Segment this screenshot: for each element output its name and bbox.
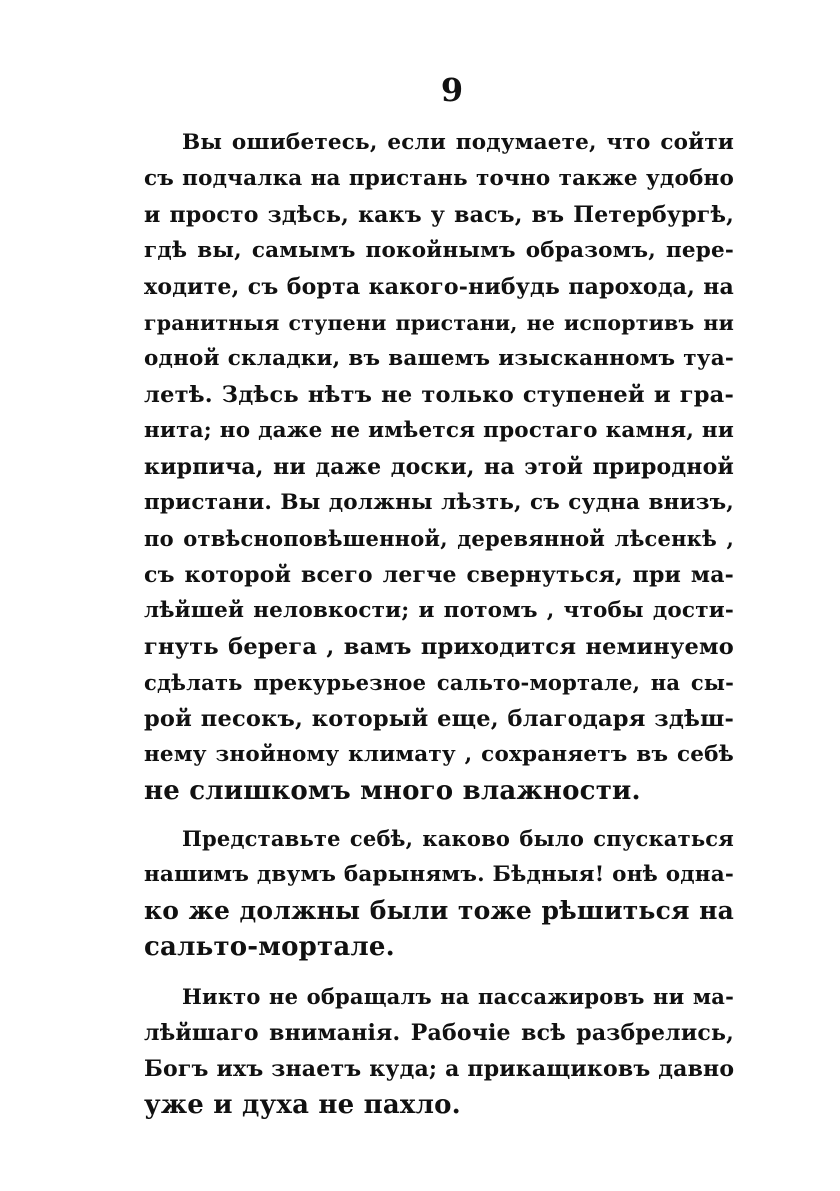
text-line: сальто-мортале. xyxy=(144,932,395,962)
text-line: Представьте себѣ, каково было спускаться xyxy=(182,826,734,851)
text-line: Вы ошибетесь, если подумаете, что сойти xyxy=(182,130,734,155)
text-line: по отвѣсноповѣшенной, деревянной лѣсенкѣ , xyxy=(144,526,734,551)
text-line: и просто здѣсь, какъ у васъ, въ Петербургѣ, xyxy=(144,202,734,228)
text-line: пристани. Вы должны лѣзть, съ судна внизъ, xyxy=(144,490,734,515)
text-line: лѣйшей неловкости; и потомъ , чтобы дости- xyxy=(144,598,734,623)
text-line: уже и духа не пахло. xyxy=(144,1090,461,1120)
text-line: съ которой всего легче свернуться, при ма- xyxy=(144,562,734,588)
text-line: Никто не обращалъ на пассажировъ ни ма- xyxy=(182,984,734,1009)
text-line: гранитныя ступени пристани, не испортивъ ни xyxy=(144,311,734,335)
text-line: съ подчалка на пристань точно также удобно xyxy=(144,166,734,191)
text-line: летѣ. Здѣсь нѣтъ не только ступеней и гра- xyxy=(144,382,734,408)
text-line: рой песокъ, который еще, благодаря здѣш- xyxy=(144,706,734,732)
text-line: ходите, съ борта какого-нибудь парохода, на xyxy=(144,274,734,300)
text-line: нему знойному климату , сохраняетъ въ себѣ xyxy=(144,742,734,767)
text-line: одной складки, въ вашемъ изысканномъ туа- xyxy=(144,346,734,371)
text-line: гдѣ вы, самымъ покойнымъ образомъ, пере- xyxy=(144,238,734,263)
text-line: ко же должны были тоже рѣшиться на xyxy=(144,896,734,925)
text-line: сдѣлать прекурьезное сальто-мортале, на сы- xyxy=(144,670,734,695)
page-number: 9 xyxy=(440,71,464,109)
text-line: гнуть берега , вамъ приходится неминуемо xyxy=(144,634,734,660)
text-line: не слишкомъ много влажности. xyxy=(144,776,641,806)
text-line: лѣйшаго вниманія. Рабочіе всѣ разбрелись, xyxy=(144,1020,734,1046)
text-line: кирпича, ни даже доски, на этой природной xyxy=(144,454,734,480)
text-line: нашимъ двумъ барынямъ. Бѣдныя! онѣ одна- xyxy=(144,862,734,887)
text-line: Богъ ихъ знаетъ куда; а прикащиковъ давно xyxy=(144,1056,735,1082)
text-line: нита; но даже не имѣется простаго камня, ни xyxy=(144,418,734,443)
